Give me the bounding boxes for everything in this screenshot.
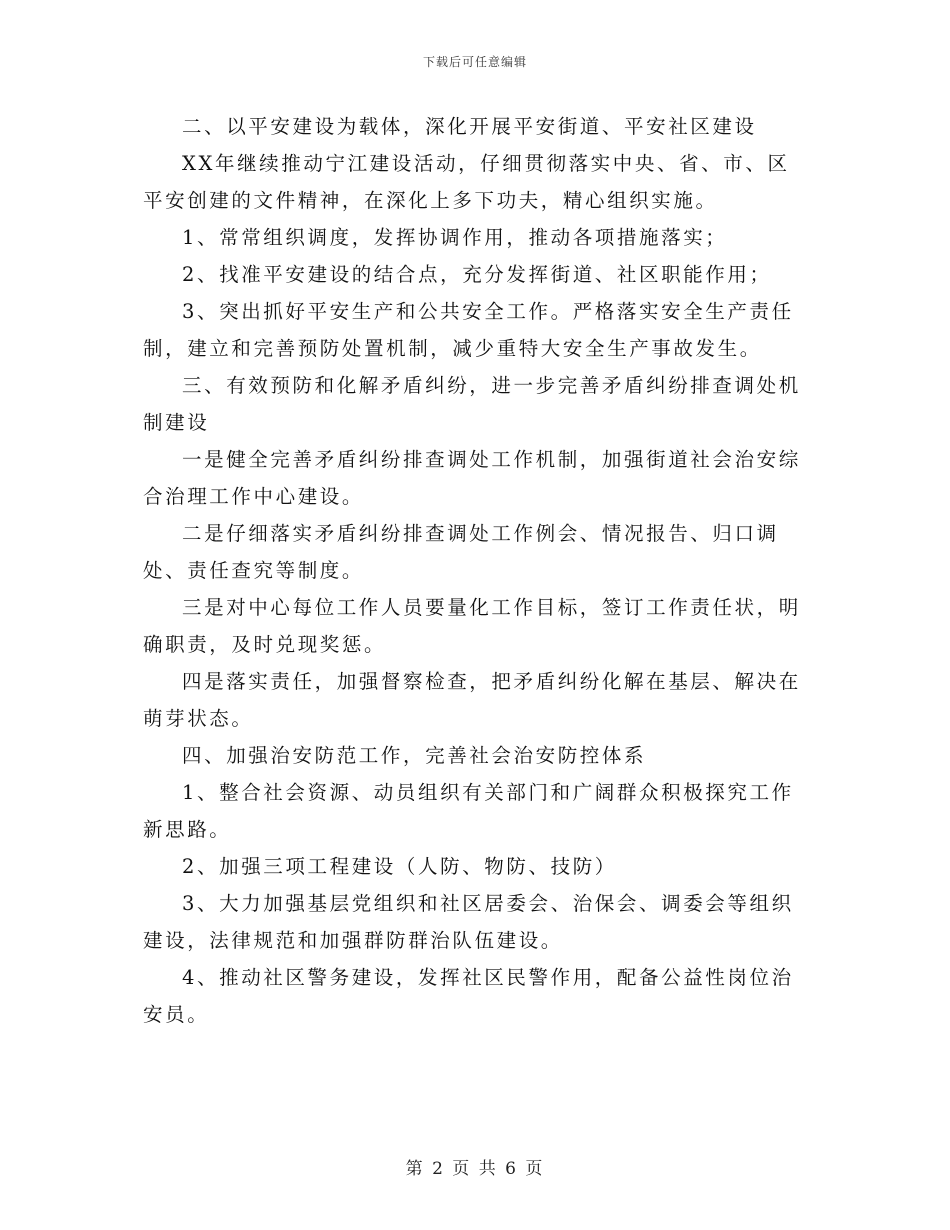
total-page-count: 6	[505, 1159, 518, 1179]
page-label-mid: 页	[452, 1159, 472, 1179]
paragraph: 四是落实责任，加强督察检查，把矛盾纠纷化解在基层、解决在萌芽状态。	[143, 670, 801, 730]
list-item: 2、加强三项工程建设（人防、物防、技防）	[182, 855, 617, 878]
total-label-suffix: 页	[525, 1159, 545, 1179]
page-header: 下载后可任意编辑	[422, 55, 527, 69]
list-item: 3、大力加强基层党组织和社区居委会、治保会、调委会等组织建设，法律规范和加强群防群治队伍建设。	[143, 892, 794, 952]
list-item: 2、找准平安建设的结合点，充分发挥街道、社区职能作用；	[182, 263, 772, 286]
paragraph: 三是对中心每位工作人员要量化工作目标，签订工作责任状，明确职责，及时兑现奖惩。	[143, 596, 801, 656]
list-item: 1、常常组织调度，发挥协调作用，推动各项措施落实；	[182, 226, 728, 249]
paragraph: 一是健全完善矛盾纠纷排查调处工作机制，加强街道社会治安综合治理工作中心建设。	[143, 448, 801, 508]
list-item: 1、整合社会资源、动员组织有关部门和广阔群众积极探究工作新思路。	[143, 781, 794, 841]
heading-section-4: 四、加强治安防范工作，完善社会治安防控体系	[182, 744, 647, 767]
list-item: 4、推动社区警务建设，发挥社区民警作用，配备公益性岗位治安员。	[143, 966, 794, 1026]
page-label-prefix: 第	[405, 1159, 425, 1179]
total-label-prefix: 共	[478, 1159, 498, 1179]
current-page-number: 2	[432, 1159, 445, 1179]
heading-section-3: 三、有效预防和化解矛盾纠纷，进一步完善矛盾纠纷排查调处机制建设	[143, 374, 801, 434]
paragraph: 二是仔细落实矛盾纠纷排查调处工作例会、情况报告、归口调处、责任查究等制度。	[143, 522, 779, 582]
paragraph: XX年继续推动宁江建设活动，仔细贯彻落实中央、省、市、区平安创建的文件精神，在深化上多下功夫，精心组织实施。	[143, 152, 790, 212]
document-body	[143, 108, 808, 1033]
list-item: 3、突出抓好平安生产和公共安全工作。严格落实安全生产责任制，建立和完善预防处置机制，减少重特大安全生产事故发生。	[143, 300, 794, 360]
heading-section-2: 二、以平安建设为载体，深化开展平安街道、平安社区建设	[182, 115, 757, 138]
page-footer	[0, 1154, 950, 1179]
